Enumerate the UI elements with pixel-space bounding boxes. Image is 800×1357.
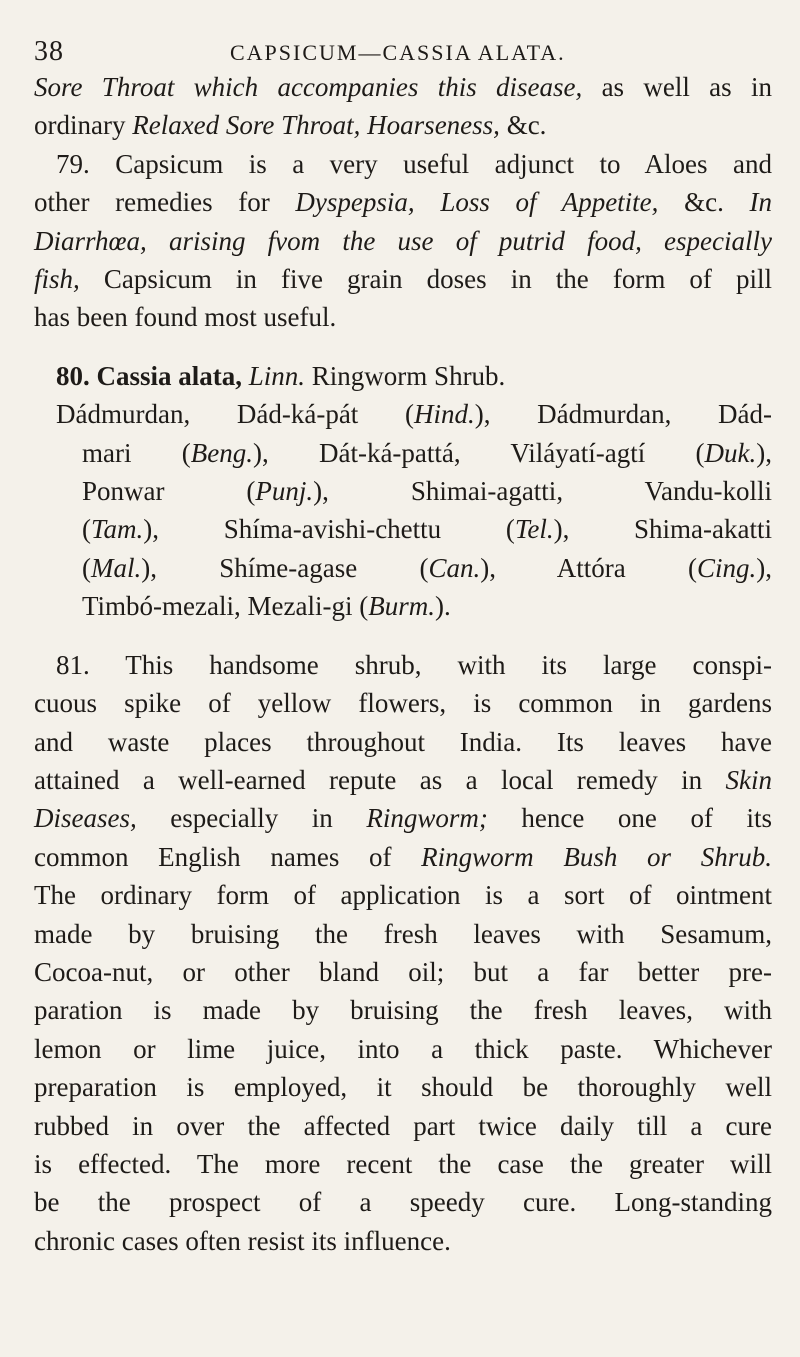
text-line: other remedies for Dyspepsia, Loss of Appetite, &c. In [34, 187, 772, 218]
page-number: 38 [34, 36, 64, 67]
text-line: preparation is employed, it should be thoroughly well [34, 1072, 772, 1103]
text-line: Timbó-mezali, Mezali-gi (Burm.). [82, 591, 451, 622]
text-line: ordinary Relaxed Sore Throat, Hoarseness, &c. [34, 110, 547, 141]
italic-term: Dyspepsia, Loss of Appetite, [295, 187, 659, 218]
species-name: 80. Cassia alata, [56, 360, 249, 391]
italic-term: Linn. [248, 360, 306, 391]
text-line: is effected. The more recent the case the greater will [34, 1148, 772, 1179]
italic-term: Hind. [413, 399, 475, 430]
text-line: fish, Capsicum in five grain doses in the form of pill [34, 264, 772, 295]
text-line: chronic cases often resist its influence. [34, 1225, 451, 1256]
italic-term: Burm. [368, 591, 435, 622]
text-line: Cocoa-nut, or other bland oil; but a far better pre- [34, 956, 772, 987]
text-line: common English names of Ringworm Bush or Shrub. [34, 841, 772, 872]
text-line: attained a well-earned repute as a local remedy in Skin [34, 764, 772, 795]
body-text [34, 68, 772, 1260]
text-line: (Mal.), Shíme-agase (Can.), Attóra (Cing.), [82, 552, 772, 583]
text-line: (Tam.), Shíma-avishi-chettu (Tel.), Shima-akatti [82, 514, 772, 545]
italic-term: Duk. [704, 437, 757, 468]
entry-80-heading: 80. Cassia alata, Linn. Ringworm Shrub. [56, 360, 506, 391]
italic-term: Mal. [91, 552, 142, 583]
italic-term: Skin [725, 764, 772, 795]
text-line: lemon or lime juice, into a thick paste. Whichever [34, 1033, 772, 1064]
text-line: paration is made by bruising the fresh leaves, with [34, 995, 772, 1026]
text-line: rubbed in over the affected part twice daily till a cure [34, 1110, 772, 1141]
italic-term: Can. [428, 552, 481, 583]
text-line: mari (Beng.), Dát-ká-pattá, Viláyatí-agtí (Duk.), [82, 437, 772, 468]
italic-term: Tam. [91, 514, 144, 545]
paragraph-gap [34, 626, 772, 646]
italic-term: Diarrhœa, arising fvom the use of putrid food, especially [34, 225, 772, 256]
italic-term: Ringworm; [366, 803, 488, 834]
text-line: has been found most useful. [34, 302, 337, 333]
text-line: The ordinary form of application is a sort of ointment [34, 880, 772, 911]
text-line: Diseases, especially in Ringworm; hence one of its [34, 803, 773, 834]
text-line: Ponwar (Punj.), Shimai-agatti, Vandu-kolli [82, 476, 772, 507]
italic-term: Punj. [255, 476, 314, 507]
italic-term: Cing. [696, 552, 757, 583]
paragraph-79-line: 79. Capsicum is a very useful adjunct to Aloes and [56, 148, 772, 179]
italic-term: fish, [34, 264, 80, 295]
italic-term: Relaxed Sore Throat, Hoarseness, [132, 110, 500, 141]
italic-term: Beng. [190, 437, 253, 468]
running-head: CAPSICUM—CASSIA ALATA. [230, 40, 566, 65]
text-line [34, 222, 772, 260]
text-line: Sore Throat which accompanies this disease, as well as in [34, 72, 772, 102]
italic-term: Ringworm Bush or Shrub. [421, 841, 772, 872]
paragraph-81-line: 81. This handsome shrub, with its large conspi- [56, 649, 772, 680]
text-line: made by bruising the fresh leaves with Sesamum, [34, 918, 772, 949]
italic-term: Sore Throat which accompanies this disease, [34, 72, 583, 102]
italic-term: Diseases, [34, 803, 137, 834]
text-line: be the prospect of a speedy cure. Long-standing [34, 1187, 772, 1218]
page-header [34, 24, 772, 68]
italic-term: Tel. [514, 514, 554, 545]
italic-term: In [749, 187, 772, 218]
paragraph-gap [34, 337, 772, 357]
text-line: and waste places throughout India. Its leaves have [34, 726, 772, 757]
text-line: cuous spike of yellow flowers, is common in gardens [34, 688, 772, 719]
text-line: Dádmurdan, Dád-ká-pát (Hind.), Dádmurdan, Dád- [56, 399, 772, 430]
